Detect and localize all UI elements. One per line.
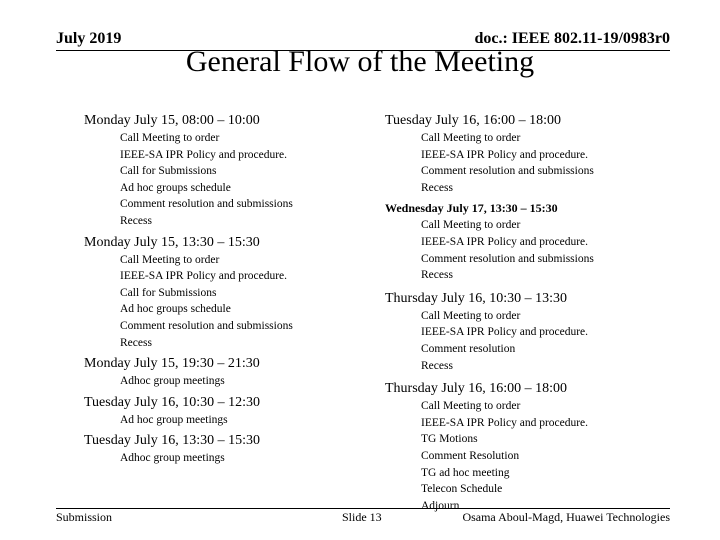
session-item: Call Meeting to order bbox=[120, 253, 220, 266]
session-heading: Thursday July 16, 10:30 – 13:30 bbox=[385, 290, 567, 306]
session-item: Comment resolution bbox=[421, 342, 516, 355]
left-column bbox=[84, 112, 384, 471]
session-item: IEEE-SA IPR Policy and procedure. bbox=[421, 416, 589, 429]
session-item: Ad hoc groups schedule bbox=[120, 181, 231, 194]
session-items bbox=[385, 217, 705, 283]
header-date: July 2019 bbox=[56, 30, 122, 47]
session-block bbox=[84, 394, 384, 429]
footer-author: Osama Aboul-Magd, Huawei Technologies bbox=[462, 510, 670, 524]
session-item: Comment Resolution bbox=[421, 449, 520, 462]
session-item: Telecon Schedule bbox=[421, 483, 503, 496]
session-heading: Thursday July 16, 16:00 – 18:00 bbox=[385, 381, 567, 397]
session-item: Call Meeting to order bbox=[120, 132, 220, 144]
session-item: Recess bbox=[421, 181, 453, 194]
footer-submission: Submission bbox=[56, 510, 113, 524]
session-items bbox=[385, 308, 705, 374]
session-item: Adjourn bbox=[421, 499, 460, 512]
session-item: Recess bbox=[421, 359, 453, 372]
session-block bbox=[385, 112, 705, 196]
session-item: Call Meeting to order bbox=[421, 400, 521, 413]
footer-divider bbox=[56, 508, 670, 509]
session-heading: Tuesday July 16, 13:30 – 15:30 bbox=[84, 433, 261, 449]
session-heading: Tuesday July 16, 10:30 – 12:30 bbox=[84, 394, 261, 410]
session-item: Ad hoc group meetings bbox=[120, 413, 228, 426]
session-item: Recess bbox=[120, 336, 152, 349]
session-item: Adhoc group meetings bbox=[120, 452, 225, 465]
session-items bbox=[385, 130, 705, 196]
session-item: IEEE-SA IPR Policy and procedure. bbox=[421, 326, 589, 339]
session-item: TG ad hoc meeting bbox=[421, 466, 510, 479]
session-item: Call Meeting to order bbox=[421, 219, 521, 232]
session-items bbox=[84, 412, 384, 429]
session-item: Call for Submissions bbox=[120, 286, 217, 299]
right-column bbox=[385, 112, 705, 518]
session-item: Call for Submissions bbox=[120, 165, 217, 178]
session-item: Adhoc group meetings bbox=[120, 375, 225, 388]
session-item: TG Motions bbox=[421, 433, 478, 446]
session-item: Call Meeting to order bbox=[421, 132, 521, 144]
session-item: Call Meeting to order bbox=[421, 309, 521, 322]
session-items bbox=[84, 252, 384, 352]
footer-slide-number: Slide 13 bbox=[342, 510, 382, 524]
session-heading: Monday July 15, 13:30 – 15:30 bbox=[84, 234, 260, 250]
session-block bbox=[84, 234, 384, 352]
session-items bbox=[385, 398, 705, 514]
session-item: IEEE-SA IPR Policy and procedure. bbox=[421, 235, 589, 248]
session-item: Comment resolution and submissions bbox=[120, 198, 293, 211]
session-item: Comment resolution and submissions bbox=[421, 252, 594, 265]
session-block bbox=[385, 380, 705, 514]
session-item: Recess bbox=[120, 214, 152, 227]
session-item: Ad hoc groups schedule bbox=[120, 303, 231, 316]
session-item: IEEE-SA IPR Policy and procedure. bbox=[421, 148, 589, 161]
session-block bbox=[84, 112, 384, 230]
session-block bbox=[385, 290, 705, 374]
session-item: Recess bbox=[421, 269, 453, 282]
session-heading: Monday July 15, 19:30 – 21:30 bbox=[84, 356, 260, 372]
session-heading: Monday July 15, 08:00 – 10:00 bbox=[84, 113, 260, 128]
header-doc-id: doc.: IEEE 802.11-19/0983r0 bbox=[474, 30, 670, 47]
session-items bbox=[84, 130, 384, 230]
session-items bbox=[84, 373, 384, 390]
session-item: Comment resolution and submissions bbox=[421, 165, 594, 178]
session-block bbox=[385, 200, 705, 283]
session-block bbox=[84, 355, 384, 390]
session-block bbox=[84, 432, 384, 467]
session-item: Comment resolution and submissions bbox=[120, 319, 293, 332]
session-item: IEEE-SA IPR Policy and procedure. bbox=[120, 148, 288, 161]
session-item: IEEE-SA IPR Policy and procedure. bbox=[120, 270, 288, 283]
session-items bbox=[84, 450, 384, 467]
slide-title: General Flow of the Meeting bbox=[185, 45, 535, 78]
session-heading: Tuesday July 16, 16:00 – 18:00 bbox=[385, 113, 562, 128]
session-heading: Wednesday July 17, 13:30 – 15:30 bbox=[385, 201, 558, 216]
